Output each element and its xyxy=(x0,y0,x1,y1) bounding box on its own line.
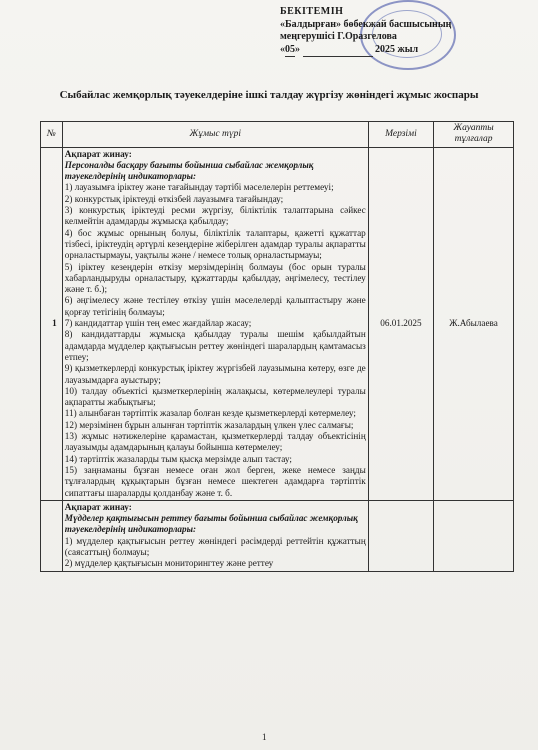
list-item: 15) заңнаманы бұзған немесе оған жол берген, жеке немесе заңды тұлғалардың құқықтарын бұзған немесе шектеген адамдарға тәртіптік сипаттағы шараларды қолданбау және т. б. xyxy=(64,464,366,498)
approval-signatory: меңгерушісі Г.Оразгелова xyxy=(280,31,397,42)
list-item: 2) конкурстық іріктеуді өткізбей лауазымға тағайындау; xyxy=(64,193,284,204)
list-item: 6) әңгімелесу және тестілеу өткізу үшін мәселелерді қалыптастыру және қорғау тетігінің болмауы; xyxy=(64,295,366,317)
row-number-empty xyxy=(41,500,63,571)
list-item: 14) тәртіптік жазаларды тым қысқа мерзімде алып тастау; xyxy=(64,453,292,464)
section-heading: Ақпарат жинау: xyxy=(64,501,132,512)
header-responsible: Жауапты тұлғалар xyxy=(434,122,514,148)
work-type-cell xyxy=(62,500,368,571)
list-item: 2) мүдделер қақтығысын мониторингтеу және реттеу xyxy=(64,558,274,569)
list-item: 8) кандидаттарды жұмысқа қабылдау туралы шешім қабылдайтын адамдарда мүдделер қақтығысын реттеу жөніндегі шаралардың қамтамасыз етпеу; xyxy=(64,329,366,362)
work-plan-table xyxy=(40,121,514,572)
responsible-cell: Ж.Абылаева xyxy=(434,147,514,500)
list-item: 9) қызметкерлерді конкурстық іріктеу жүргізбей лауазымына көтеру, өзге де лауазымдарға ауыстыру; xyxy=(64,363,366,385)
header-work-type: Жұмыс түрі xyxy=(62,122,368,148)
responsible-cell-empty xyxy=(434,500,514,571)
list-item: 1) мүдделер қақтығысын реттеу жөніндегі рәсімдерді реттейтін құжаттың (саясаттың) болмауы; xyxy=(64,535,366,557)
section-subheading: Персоналды басқару бағыты бойынша сыбайлас жемқорлық тәуекелдерінің индикаторлары: xyxy=(64,159,314,182)
page-number: 1 xyxy=(262,732,267,742)
list-item: 7) кандидаттар үшін тең емес жағдайлар жасау; xyxy=(64,318,252,329)
deadline-cell: 06.01.2025 xyxy=(368,147,433,500)
approval-organization: «Балдырған» бөбекжай басшысының xyxy=(280,18,452,30)
document-title: Сыбайлас жемқорлық тәуекелдеріне ішкі талдау жүргізу жөніндегі жұмыс жоспары xyxy=(59,89,479,101)
table-header-row xyxy=(41,122,514,148)
section-heading: Ақпарат жинау: xyxy=(64,148,132,159)
approval-heading: БЕКІТЕМІН xyxy=(280,6,344,17)
list-item: 1) лауазымға іріктеу және тағайындау тәртібі мәселелерін реттемеуі; xyxy=(64,182,334,193)
deadline-cell-empty xyxy=(368,500,433,571)
table-row xyxy=(41,500,514,571)
header-deadline: Мерзімі xyxy=(368,122,433,148)
list-item: 3) конкурстық іріктеуді ресми жүргізу, біліктілік талаптарына сәйкес келмейтін адамдарды жұмысқа қабылдау; xyxy=(64,205,366,227)
header-number: № xyxy=(41,122,63,148)
section-subheading: Мүдделер қақтығысын реттеу бағыты бойынша сыбайлас жемқорлық тәуекелдерінің индикаторлары: xyxy=(64,513,358,535)
list-item: 13) жұмыс нәтижелеріне қарамастан, қызметкерлерді талдау объектісінің лауазымды адамдарының қалауы бойынша көтермелеу; xyxy=(64,431,366,453)
list-item: 11) алынбаған тәртіптік жазалар болған кезде қызметкерлерді көтермелеу; xyxy=(64,408,356,419)
list-item: 4) бос жұмыс орнының болуы, біліктілік талаптары, қажетті құжаттар тізбесі, іріктеудің әртүрлі кезеңдеріне жіберілген адамдар туралы ақпаратты орналастырмауы, уақтылы және / немесе толық орналастырмауы; xyxy=(64,227,366,261)
list-item: 5) іріктеу кезеңдерін өткізу мерзімдерінің болмауы (бос орын туралы хабарландыруды орналастыру, құжаттарды қабылдау, әңгімелесу, тестілеу және т. б.); xyxy=(64,261,366,295)
row-number: 1 xyxy=(41,147,63,500)
work-type-cell xyxy=(62,147,368,500)
table-row xyxy=(41,147,514,500)
approval-block xyxy=(280,6,530,57)
list-item: 10) талдау объектісі қызметкерлерінің жалақысы, көтермелеулері туралы ақпаратты жабықтығы; xyxy=(64,385,366,408)
list-item: 12) мерзімінен бұрын алынған тәртіптік жазалардың үлкен үлес салмағы; xyxy=(64,419,354,430)
approval-date: «05» 2025 жыл xyxy=(280,44,530,58)
